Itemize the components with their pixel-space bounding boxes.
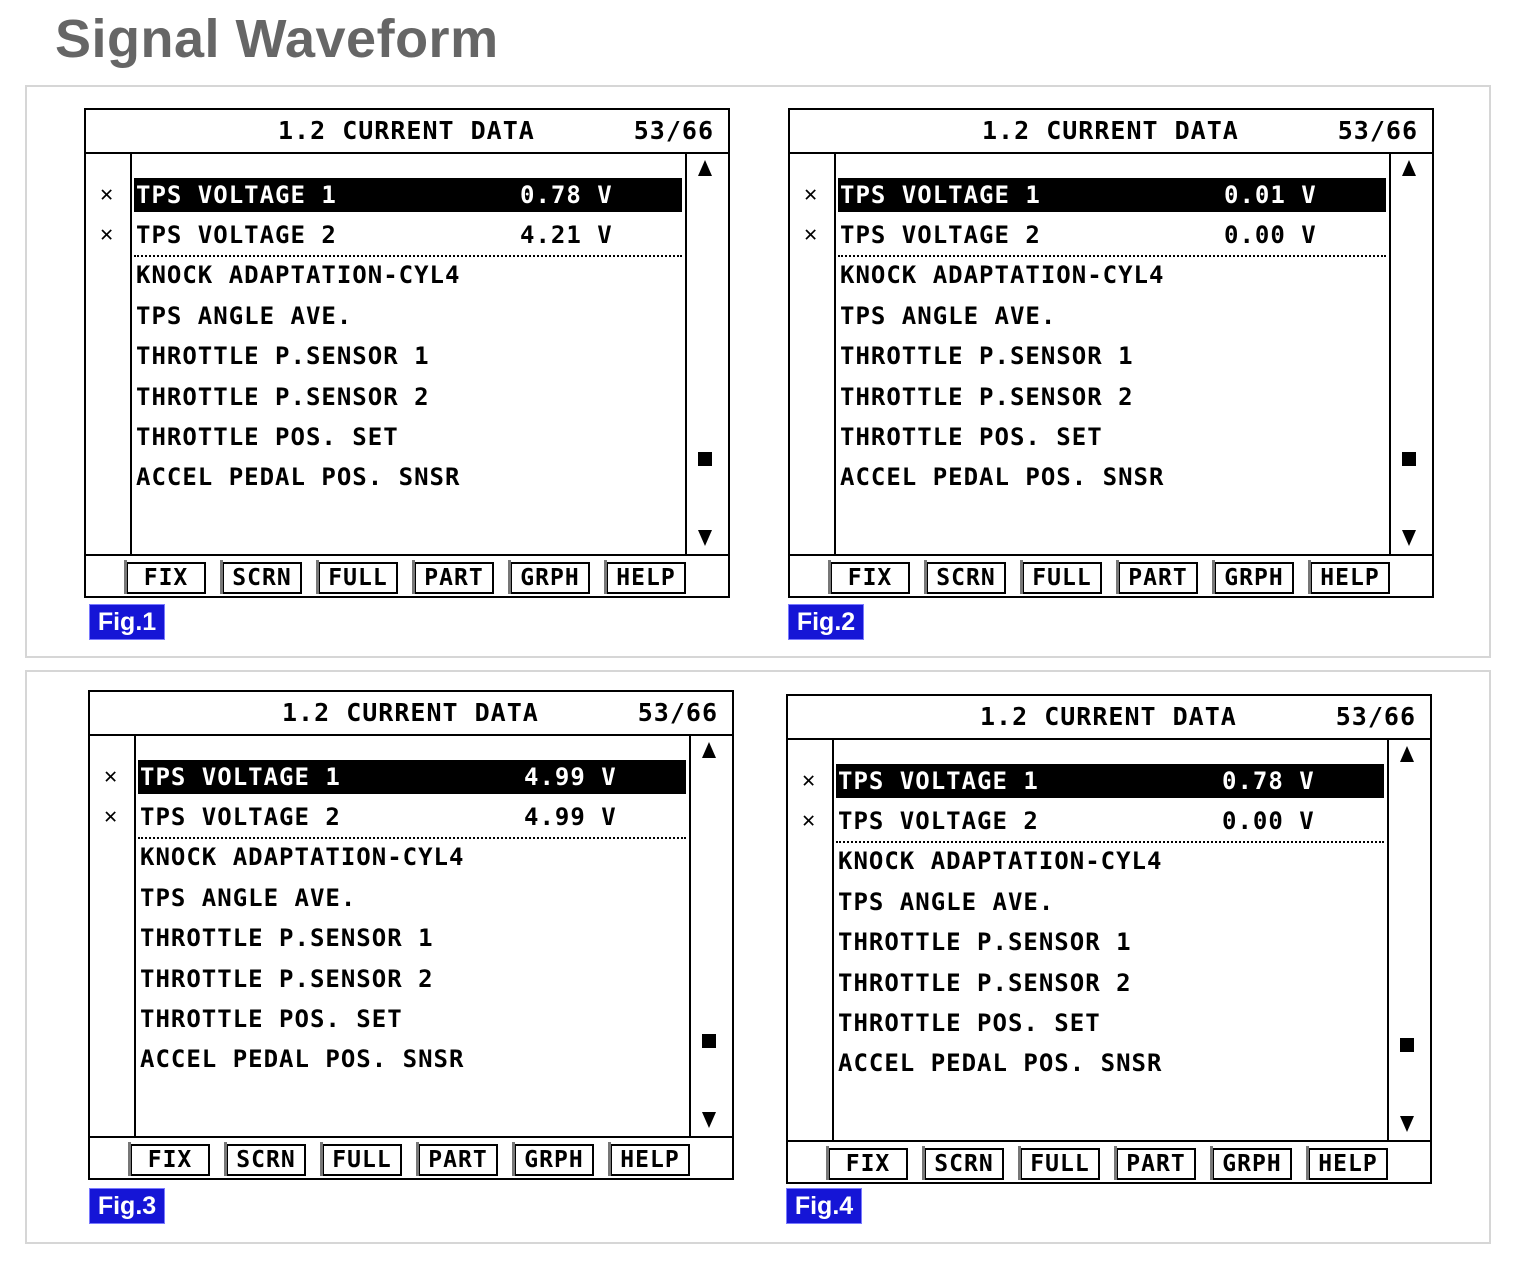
data-row[interactable] (838, 460, 1386, 494)
scrn-button[interactable]: SCRN (924, 1148, 1004, 1180)
scrollbar-divider (1387, 738, 1389, 1140)
row-label: KNOCK ADAPTATION-CYL4 (140, 843, 465, 871)
screen-title: 1.2 CURRENT DATA (982, 116, 1239, 145)
figure-label: Fig.1 (89, 604, 165, 640)
row-label: ACCEL PEDAL POS. SNSR (840, 463, 1165, 491)
part-button[interactable]: PART (418, 1144, 498, 1176)
fix-mark-icon: ✕ (104, 764, 118, 789)
scanner-screen (786, 694, 1432, 1184)
scrn-button[interactable]: SCRN (926, 562, 1006, 594)
data-row[interactable] (838, 218, 1386, 252)
row-label: THROTTLE POS. SET (140, 1005, 403, 1033)
data-row[interactable] (838, 380, 1386, 414)
figure-label: Fig.3 (89, 1188, 165, 1224)
row-value: 0.00 V (1222, 807, 1315, 835)
screen-title: 1.2 CURRENT DATA (980, 702, 1237, 731)
data-row[interactable] (838, 299, 1386, 333)
scroll-thumb[interactable] (1402, 452, 1416, 466)
footer-divider (790, 554, 1432, 556)
data-row[interactable] (138, 800, 686, 834)
data-row[interactable] (836, 804, 1384, 838)
data-row[interactable] (838, 420, 1386, 454)
data-row[interactable] (836, 925, 1384, 959)
row-label: THROTTLE POS. SET (136, 423, 399, 451)
fix-button[interactable]: FIX (828, 1148, 908, 1180)
fix-mark-icon: ✕ (100, 222, 114, 247)
row-label: THROTTLE P.SENSOR 2 (838, 969, 1132, 997)
row-label: TPS VOLTAGE 2 (840, 221, 1041, 249)
full-button[interactable]: FULL (318, 562, 398, 594)
row-label: ACCEL PEDAL POS. SNSR (136, 463, 461, 491)
page-title: Signal Waveform (55, 9, 499, 69)
data-row[interactable] (134, 380, 682, 414)
scroll-thumb[interactable] (702, 1034, 716, 1048)
scroll-down-icon[interactable] (1400, 1116, 1414, 1132)
data-row[interactable] (134, 460, 682, 494)
part-button[interactable]: PART (1118, 562, 1198, 594)
scroll-up-icon[interactable] (1402, 160, 1416, 176)
row-value: 4.99 V (524, 763, 617, 791)
figure-label: Fig.4 (786, 1188, 862, 1224)
row-value: 0.78 V (1222, 767, 1315, 795)
row-label: THROTTLE P.SENSOR 1 (140, 924, 434, 952)
scroll-thumb[interactable] (698, 452, 712, 466)
data-row[interactable] (134, 178, 682, 212)
data-row[interactable] (138, 840, 686, 874)
row-value: 0.00 V (1224, 221, 1317, 249)
scroll-down-icon[interactable] (702, 1112, 716, 1128)
data-row[interactable] (836, 844, 1384, 878)
row-label: KNOCK ADAPTATION-CYL4 (838, 847, 1163, 875)
fix-button[interactable]: FIX (830, 562, 910, 594)
data-row[interactable] (836, 764, 1384, 798)
data-row[interactable] (838, 178, 1386, 212)
scrn-button[interactable]: SCRN (226, 1144, 306, 1176)
row-label: THROTTLE POS. SET (838, 1009, 1101, 1037)
data-row[interactable] (836, 1046, 1384, 1080)
grph-button[interactable]: GRPH (514, 1144, 594, 1176)
footer-divider (86, 554, 728, 556)
data-row[interactable] (836, 1006, 1384, 1040)
scroll-thumb[interactable] (1400, 1038, 1414, 1052)
screen-header (86, 110, 728, 154)
fixed-rows-divider (838, 255, 1386, 257)
row-label: TPS VOLTAGE 2 (140, 803, 341, 831)
full-button[interactable]: FULL (1022, 562, 1102, 594)
grph-button[interactable]: GRPH (1214, 562, 1294, 594)
full-button[interactable]: FULL (1020, 1148, 1100, 1180)
data-row[interactable] (836, 885, 1384, 919)
scrn-button[interactable]: SCRN (222, 562, 302, 594)
screen-count: 53/66 (633, 116, 714, 145)
row-label: TPS VOLTAGE 2 (838, 807, 1039, 835)
data-row[interactable] (138, 1042, 686, 1076)
scrollbar-divider (1389, 152, 1391, 554)
data-row[interactable] (838, 258, 1386, 292)
figure-label: Fig.2 (788, 604, 864, 640)
help-button[interactable]: HELP (606, 562, 686, 594)
row-label: THROTTLE P.SENSOR 2 (840, 383, 1134, 411)
scroll-up-icon[interactable] (698, 160, 712, 176)
row-label: TPS VOLTAGE 1 (136, 181, 337, 209)
fix-mark-icon: ✕ (802, 808, 816, 833)
data-row[interactable] (138, 1002, 686, 1036)
screen-header (788, 696, 1430, 740)
scanner-screen (84, 108, 730, 598)
data-row[interactable] (134, 339, 682, 373)
row-label: TPS ANGLE AVE. (838, 888, 1055, 916)
row-label: TPS VOLTAGE 1 (840, 181, 1041, 209)
screen-header (90, 692, 732, 736)
scrollbar-divider (685, 152, 687, 554)
screen-title: 1.2 CURRENT DATA (282, 698, 539, 727)
data-row[interactable] (836, 966, 1384, 1000)
data-row[interactable] (138, 962, 686, 996)
screen-header (790, 110, 1432, 154)
mark-gutter-divider (834, 152, 836, 554)
row-label: THROTTLE POS. SET (840, 423, 1103, 451)
row-label: ACCEL PEDAL POS. SNSR (140, 1045, 465, 1073)
scroll-down-icon[interactable] (1402, 530, 1416, 546)
row-label: TPS ANGLE AVE. (840, 302, 1057, 330)
part-button[interactable]: PART (1116, 1148, 1196, 1180)
part-button[interactable]: PART (414, 562, 494, 594)
scroll-up-icon[interactable] (1400, 746, 1414, 762)
data-row[interactable] (134, 299, 682, 333)
data-row[interactable] (134, 218, 682, 252)
footer-divider (90, 1136, 732, 1138)
row-label: ACCEL PEDAL POS. SNSR (838, 1049, 1163, 1077)
row-label: THROTTLE P.SENSOR 1 (840, 342, 1134, 370)
fix-button[interactable]: FIX (126, 562, 206, 594)
help-button[interactable]: HELP (610, 1144, 690, 1176)
row-label: KNOCK ADAPTATION-CYL4 (136, 261, 461, 289)
scanner-screen (788, 108, 1434, 598)
row-value: 0.01 V (1224, 181, 1317, 209)
fixed-rows-divider (134, 255, 682, 257)
row-value: 0.78 V (520, 181, 613, 209)
data-row[interactable] (138, 760, 686, 794)
screen-count: 53/66 (1337, 116, 1418, 145)
fix-mark-icon: ✕ (104, 804, 118, 829)
grph-button[interactable]: GRPH (1212, 1148, 1292, 1180)
screen-count: 53/66 (1335, 702, 1416, 731)
data-row[interactable] (138, 881, 686, 915)
fix-mark-icon: ✕ (804, 222, 818, 247)
screen-count: 53/66 (637, 698, 718, 727)
fixed-rows-divider (836, 841, 1384, 843)
mark-gutter-divider (130, 152, 132, 554)
fix-mark-icon: ✕ (100, 182, 114, 207)
row-value: 4.21 V (520, 221, 613, 249)
data-row[interactable] (134, 258, 682, 292)
row-label: THROTTLE P.SENSOR 2 (136, 383, 430, 411)
scanner-screen (88, 690, 734, 1180)
data-row[interactable] (134, 420, 682, 454)
mark-gutter-divider (832, 738, 834, 1140)
fix-button[interactable]: FIX (130, 1144, 210, 1176)
screen-title: 1.2 CURRENT DATA (278, 116, 535, 145)
fix-mark-icon: ✕ (802, 768, 816, 793)
row-label: TPS VOLTAGE 1 (140, 763, 341, 791)
row-label: TPS VOLTAGE 1 (838, 767, 1039, 795)
help-button[interactable]: HELP (1310, 562, 1390, 594)
row-label: THROTTLE P.SENSOR 1 (136, 342, 430, 370)
fixed-rows-divider (138, 837, 686, 839)
grph-button[interactable]: GRPH (510, 562, 590, 594)
scroll-down-icon[interactable] (698, 530, 712, 546)
data-row[interactable] (838, 339, 1386, 373)
full-button[interactable]: FULL (322, 1144, 402, 1176)
row-label: KNOCK ADAPTATION-CYL4 (840, 261, 1165, 289)
mark-gutter-divider (134, 734, 136, 1136)
help-button[interactable]: HELP (1308, 1148, 1388, 1180)
row-label: THROTTLE P.SENSOR 1 (838, 928, 1132, 956)
fix-mark-icon: ✕ (804, 182, 818, 207)
data-row[interactable] (138, 921, 686, 955)
row-label: TPS VOLTAGE 2 (136, 221, 337, 249)
scrollbar-divider (689, 734, 691, 1136)
row-value: 4.99 V (524, 803, 617, 831)
row-label: TPS ANGLE AVE. (140, 884, 357, 912)
footer-divider (788, 1140, 1430, 1142)
row-label: TPS ANGLE AVE. (136, 302, 353, 330)
scroll-up-icon[interactable] (702, 742, 716, 758)
row-label: THROTTLE P.SENSOR 2 (140, 965, 434, 993)
